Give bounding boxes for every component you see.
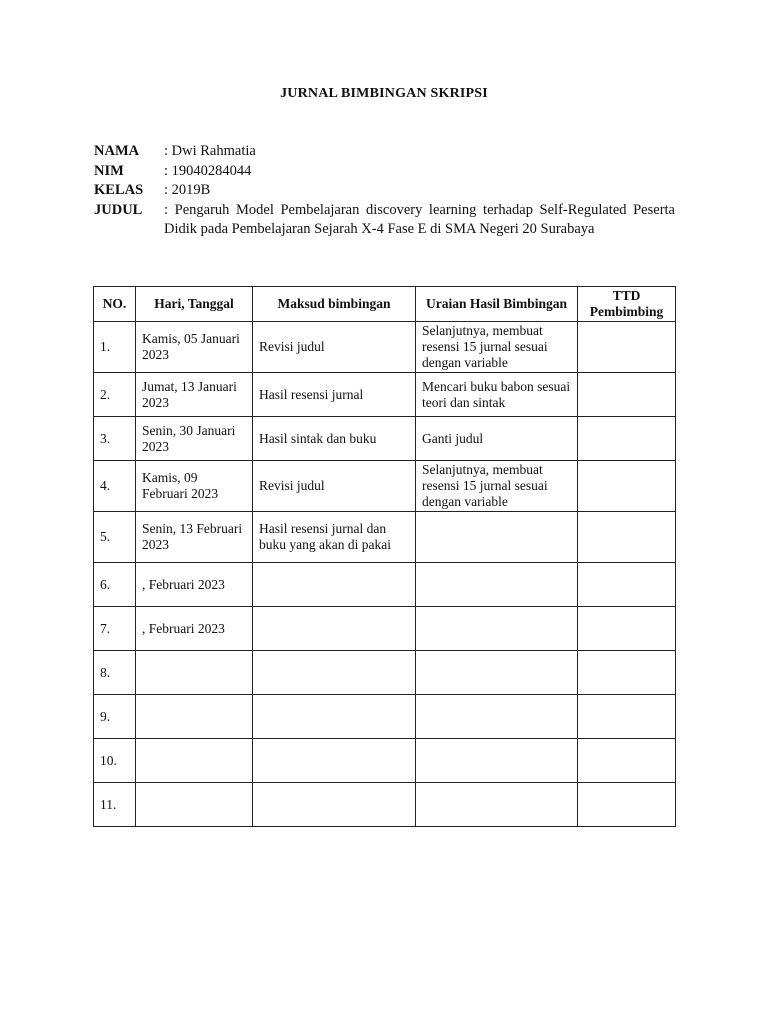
header-signature: TTD Pembimbing bbox=[578, 287, 676, 322]
row-purpose bbox=[253, 695, 416, 739]
row-result bbox=[416, 783, 578, 827]
thesis-title-value: : Pengaruh Model Pembelajaran discovery learning terhadap Self-Regulated Peserta Didik pada Pembelajaran Sejarah X-4 Fase E di SMA Negeri 20 Surabaya bbox=[164, 201, 675, 237]
guidance-journal-table bbox=[93, 286, 676, 827]
row-signature bbox=[578, 607, 676, 651]
row-result bbox=[416, 739, 578, 783]
row-date: Senin, 30 Januari 2023 bbox=[136, 417, 253, 461]
class-label: KELAS bbox=[94, 182, 144, 198]
row-signature bbox=[578, 512, 676, 563]
header-purpose: Maksud bimbingan bbox=[253, 287, 416, 322]
student-info bbox=[94, 142, 675, 240]
row-result: Selanjutnya, membuat resensi 15 jurnal sesuai dengan variable bbox=[416, 461, 578, 512]
row-signature bbox=[578, 783, 676, 827]
row-purpose: Hasil resensi jurnal dan buku yang akan di pakai bbox=[253, 512, 416, 563]
row-number: 4. bbox=[94, 461, 136, 512]
row-number: 7. bbox=[94, 607, 136, 651]
row-result: Selanjutnya, membuat resensi 15 jurnal sesuai dengan variable bbox=[416, 322, 578, 373]
row-number: 9. bbox=[94, 695, 136, 739]
row-number: 11. bbox=[94, 783, 136, 827]
name-row bbox=[94, 142, 675, 162]
row-purpose bbox=[253, 739, 416, 783]
row-signature bbox=[578, 695, 676, 739]
row-date bbox=[136, 783, 253, 827]
row-result: Ganti judul bbox=[416, 417, 578, 461]
row-number: 5. bbox=[94, 512, 136, 563]
name-label: NAMA bbox=[94, 143, 140, 159]
row-purpose: Revisi judul bbox=[253, 461, 416, 512]
row-purpose: Hasil sintak dan buku bbox=[253, 417, 416, 461]
row-purpose: Revisi judul bbox=[253, 322, 416, 373]
header-no: NO. bbox=[94, 287, 136, 322]
row-number: 8. bbox=[94, 651, 136, 695]
row-signature bbox=[578, 417, 676, 461]
row-result: Mencari buku babon sesuai teori dan sintak bbox=[416, 373, 578, 417]
header-date: Hari, Tanggal bbox=[136, 287, 253, 322]
row-result bbox=[416, 512, 578, 563]
row-purpose: Hasil resensi jurnal bbox=[253, 373, 416, 417]
table-row bbox=[94, 512, 676, 563]
table-row bbox=[94, 651, 676, 695]
row-result bbox=[416, 695, 578, 739]
row-result bbox=[416, 563, 578, 607]
row-number: 1. bbox=[94, 322, 136, 373]
table-row bbox=[94, 607, 676, 651]
table-row bbox=[94, 695, 676, 739]
header-result: Uraian Hasil Bimbingan bbox=[416, 287, 578, 322]
row-date: Kamis, 05 Januari 2023 bbox=[136, 322, 253, 373]
row-date: , Februari 2023 bbox=[136, 563, 253, 607]
table-row bbox=[94, 739, 676, 783]
row-signature bbox=[578, 461, 676, 512]
nim-row bbox=[94, 162, 675, 182]
table-header-row bbox=[94, 287, 676, 322]
table-row bbox=[94, 783, 676, 827]
row-date bbox=[136, 739, 253, 783]
table-row bbox=[94, 373, 676, 417]
row-date bbox=[136, 695, 253, 739]
row-number: 10. bbox=[94, 739, 136, 783]
class-value: : 2019B bbox=[164, 182, 211, 198]
row-number: 6. bbox=[94, 563, 136, 607]
row-signature bbox=[578, 322, 676, 373]
row-date bbox=[136, 651, 253, 695]
row-number: 2. bbox=[94, 373, 136, 417]
thesis-title-row bbox=[94, 201, 675, 240]
nim-value: : 19040284044 bbox=[164, 162, 252, 179]
class-row bbox=[94, 181, 675, 201]
row-date: , Februari 2023 bbox=[136, 607, 253, 651]
row-result bbox=[416, 607, 578, 651]
row-purpose bbox=[253, 607, 416, 651]
row-purpose bbox=[253, 651, 416, 695]
table-row bbox=[94, 322, 676, 373]
document-title: JURNAL BIMBINGAN SKRIPSI bbox=[280, 86, 488, 101]
nim-label: NIM bbox=[94, 162, 124, 179]
row-result bbox=[416, 651, 578, 695]
row-signature bbox=[578, 651, 676, 695]
table-row bbox=[94, 461, 676, 512]
table-row bbox=[94, 417, 676, 461]
row-date: Jumat, 13 Januari 2023 bbox=[136, 373, 253, 417]
row-date: Kamis, 09 Februari 2023 bbox=[136, 461, 253, 512]
name-value: : Dwi Rahmatia bbox=[164, 143, 256, 159]
row-date: Senin, 13 Februari 2023 bbox=[136, 512, 253, 563]
row-signature bbox=[578, 563, 676, 607]
row-purpose bbox=[253, 783, 416, 827]
row-signature bbox=[578, 739, 676, 783]
row-number: 3. bbox=[94, 417, 136, 461]
thesis-title-label: JUDUL bbox=[94, 201, 143, 218]
row-purpose bbox=[253, 563, 416, 607]
row-signature bbox=[578, 373, 676, 417]
table-row bbox=[94, 563, 676, 607]
